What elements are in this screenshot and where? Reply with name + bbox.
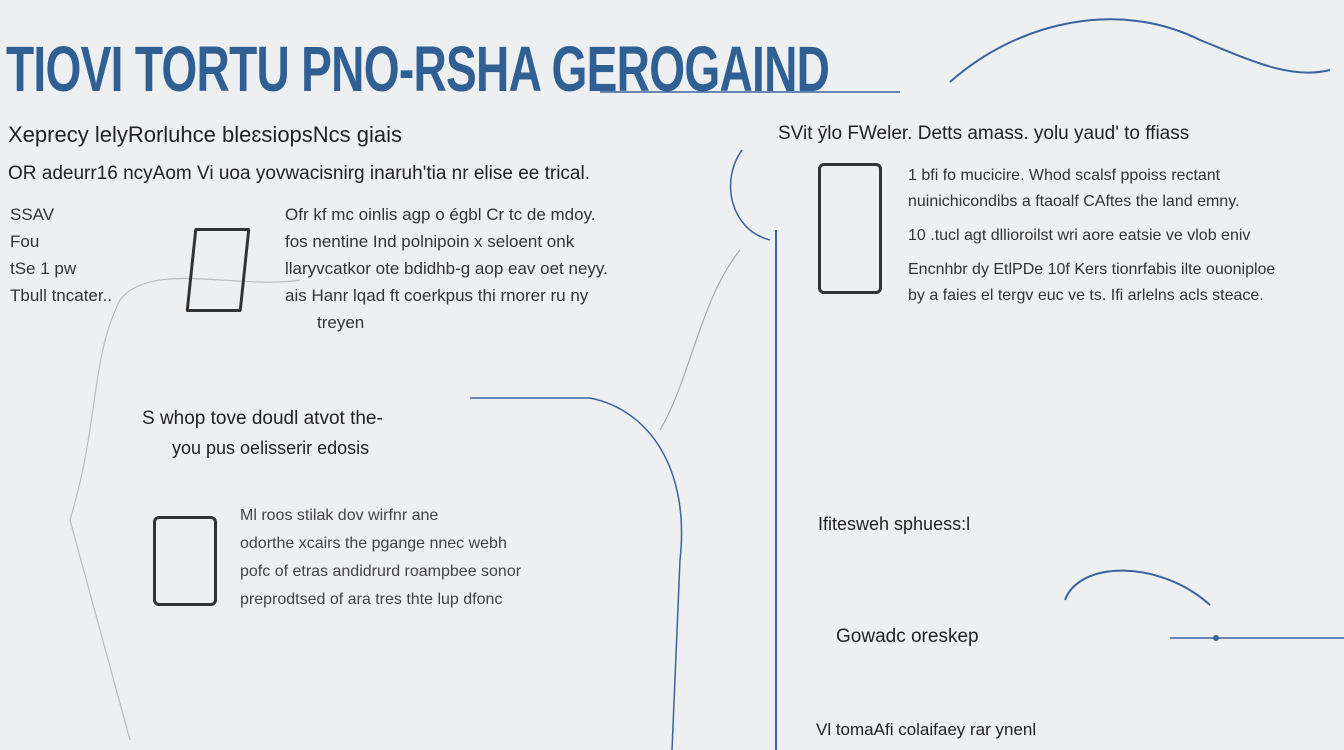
- sketch-stroke: [660, 250, 740, 430]
- text-line: Encnhbr dy EtlPDe 10f Kers tionrfabis ilte ouoniploe: [908, 261, 1276, 278]
- text-line: pofc of etras andidrurd roampbee sonor: [240, 563, 522, 580]
- text-line: odorthe xcairs the pgange nnec webh: [240, 535, 507, 552]
- connector-dot: [1213, 635, 1219, 641]
- bottom-right-arc: [1065, 571, 1210, 605]
- text-block-2: [240, 502, 521, 614]
- side-list-item: Tbull tncater..: [10, 286, 113, 305]
- right-heading: SVit ȳlo FWeler. Detts amass. yolu yaud' to ffiass: [778, 123, 1190, 144]
- left-subheading: OR adeurr16 ncyAom Vi uoa yovwacisnirg inaruh'tia nr elise ee trical.: [8, 163, 590, 184]
- side-list-item: SSAV: [10, 205, 55, 224]
- side-list-item: tSe 1 pw: [10, 259, 77, 278]
- text-line: preprodtsed of ara tres thte lup dfonc: [240, 591, 503, 608]
- top-right-curve: [950, 19, 1330, 82]
- phone-frame-icon: [153, 516, 217, 606]
- right-label-2: Gowadc oreskep: [836, 626, 979, 647]
- side-list: [10, 201, 112, 309]
- side-list-item: Fou: [10, 232, 40, 251]
- text-line: Ofr kf mc oinlis agp o égbl Cr tc de mdoy.: [285, 205, 596, 224]
- right-label-3: Vl tomaAfi colaifaey rar ynenl: [816, 720, 1037, 739]
- text-line: nuinichicondibs a ftaoalf CAftes the land emny.: [908, 193, 1240, 210]
- text-line: Ml roos stilak dov wirfnr ane: [240, 507, 439, 524]
- text-line: 1 bfi fo mucicire. Whod scalsf ppoiss rectant: [908, 167, 1221, 184]
- phone-sketch-icon: [186, 228, 251, 312]
- text-line: fos nentine Ind polnipoin x seloent onk: [285, 232, 575, 251]
- bracket-curve: [731, 150, 770, 240]
- device-frame-icon: [818, 163, 882, 294]
- callout-line-1: S whop tove doudl atvot the-: [142, 408, 383, 429]
- right-text-block: [908, 163, 1275, 309]
- text-line: 10 .tucl agt dllioroilst wri aore eatsie ve vlob eniv: [908, 227, 1251, 244]
- left-heading: Xepreсy lelyRorluhce bleɛsiopsNcs giais: [8, 122, 403, 147]
- page-title: TIOVI TORTU PNO-RSHA GEROGAIND: [6, 33, 830, 105]
- text-line: by a faies el tergv euc ve ts. Ifi arlelns acls steace.: [908, 287, 1264, 304]
- right-label-1: Ifitesweh sphuess:l: [818, 514, 971, 534]
- text-line: llaryvcatkor ote bdidhb-g aop eav oet neyy.: [285, 259, 608, 278]
- callout-line-2: you pus oelisserir edosis: [172, 438, 370, 458]
- text-block-1: [285, 201, 608, 336]
- text-line: ais Hanr lqad ft coerkpus thi rnorer ru ny: [285, 286, 589, 305]
- text-line: treyen: [317, 313, 365, 332]
